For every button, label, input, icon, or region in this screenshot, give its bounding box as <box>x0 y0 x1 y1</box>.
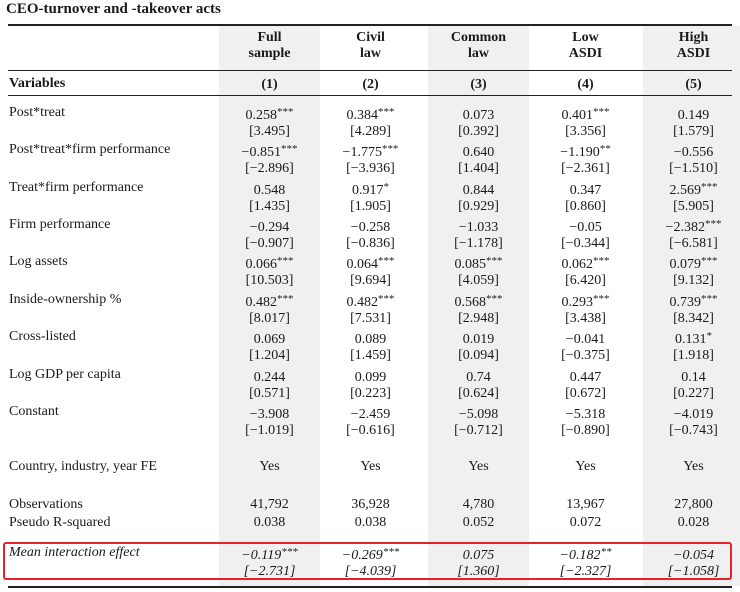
coefficient-cell <box>643 141 740 161</box>
coefficient-value: −3.908 <box>249 407 290 422</box>
significance-stars: *** <box>704 218 722 230</box>
significance-stars: *** <box>378 255 395 267</box>
top-rule <box>8 24 732 26</box>
coefficient-cell <box>535 403 636 423</box>
t-statistic-cell: [0.392] <box>458 124 499 139</box>
t-statistic-cell: [5.905] <box>673 199 714 214</box>
pseudo-r-squared-value: 0.072 <box>569 515 602 530</box>
coefficient-cell <box>320 216 421 236</box>
coefficient-value: 0.069 <box>253 332 286 347</box>
coefficient-cell <box>219 179 320 199</box>
significance-stars: *** <box>701 293 718 305</box>
coefficient-value: −0.269 <box>341 548 383 563</box>
variables-header: Variables <box>9 76 66 91</box>
significance-stars: * <box>706 330 712 342</box>
coefficient-cell <box>535 291 636 311</box>
t-statistic-cell: [0.094] <box>458 348 499 363</box>
coefficient-value: −0.851 <box>241 145 281 160</box>
coefficient-cell <box>535 179 636 199</box>
coefficient-value: 0.099 <box>354 370 387 385</box>
mean-interaction-highlight <box>3 542 732 580</box>
coefficient-value: 0.131 <box>675 332 707 347</box>
coefficient-value: 0.74 <box>466 370 491 385</box>
significance-stars: *** <box>280 143 298 155</box>
pseudo-r-squared-value: 0.038 <box>253 515 286 530</box>
coefficient-cell <box>428 403 529 423</box>
table-title: CEO-turnover and -takeover acts <box>6 1 221 17</box>
column-number: (2) <box>362 77 379 92</box>
coefficient-cell <box>643 216 740 236</box>
coefficient-value: −0.294 <box>249 220 290 235</box>
t-statistic-cell: [0.223] <box>350 386 391 401</box>
t-statistic-cell: [−2.327] <box>559 564 612 579</box>
observations-value: 13,967 <box>566 497 605 512</box>
coefficient-value: 0.293 <box>561 295 593 310</box>
observations-value: 27,800 <box>674 497 713 512</box>
fixed-effects-value: Yes <box>468 459 489 474</box>
fixed-effects-value: Yes <box>575 459 596 474</box>
coefficient-value: 0.384 <box>346 108 378 123</box>
t-statistic-cell: [1.204] <box>249 348 290 363</box>
t-statistic-cell: [−0.712] <box>454 423 503 438</box>
column-header-line1: High <box>678 30 709 45</box>
coefficient-cell <box>320 104 421 124</box>
coefficient-value: 2.569 <box>669 183 701 198</box>
t-statistic-cell: [3.438] <box>565 311 606 326</box>
significance-stars: *** <box>378 293 395 305</box>
coefficient-value: −5.098 <box>458 407 499 422</box>
coefficient-cell <box>428 216 529 236</box>
t-statistic-cell: [6.420] <box>565 273 606 288</box>
coefficient-value: 0.739 <box>669 295 701 310</box>
fixed-effects-label: Country, industry, year FE <box>9 459 157 474</box>
pseudo-r-squared-label: Pseudo R-squared <box>9 515 111 530</box>
significance-stars: *** <box>701 181 718 193</box>
t-statistic-cell: [−0.907] <box>245 236 294 251</box>
t-statistic-cell: [1.459] <box>350 348 391 363</box>
row-label: Firm performance <box>9 217 111 232</box>
pseudo-r-squared-value: 0.028 <box>677 515 710 530</box>
significance-stars: *** <box>701 255 718 267</box>
t-statistic-cell: [−0.344] <box>561 236 610 251</box>
t-statistic-cell: [−0.836] <box>346 236 395 251</box>
t-statistic-cell: [−1.019] <box>245 423 294 438</box>
coefficient-value: −0.054 <box>673 548 714 563</box>
bottom-rule <box>8 586 732 588</box>
coefficient-value: 0.14 <box>681 370 706 385</box>
t-statistic-cell: [1.905] <box>350 199 391 214</box>
coefficient-cell <box>535 253 636 273</box>
coefficient-value: 0.401 <box>561 108 593 123</box>
t-statistic-cell: [10.503] <box>245 273 294 288</box>
significance-stars: ** <box>599 143 611 155</box>
column-header-line2: law <box>360 46 381 61</box>
pseudo-r-squared-value: 0.038 <box>354 515 387 530</box>
coefficient-cell <box>643 403 740 423</box>
t-statistic-cell: [−0.890] <box>561 423 610 438</box>
coefficient-cell <box>535 328 636 348</box>
pseudo-r-squared-value: 0.052 <box>462 515 495 530</box>
coefficient-value: 0.347 <box>569 183 602 198</box>
t-statistic-cell: [1.360] <box>457 564 500 579</box>
coefficient-cell <box>320 328 421 348</box>
t-statistic-cell: [1.579] <box>673 124 714 139</box>
coefficient-cell <box>219 366 320 386</box>
t-statistic-cell: [−6.581] <box>669 236 718 251</box>
significance-stars: *** <box>277 293 294 305</box>
coefficient-cell <box>428 179 529 199</box>
coefficient-value: 0.073 <box>462 108 495 123</box>
t-statistic-cell: [0.227] <box>673 386 714 401</box>
significance-stars: *** <box>486 255 503 267</box>
column-header-line2: sample <box>248 46 291 61</box>
t-statistic-cell: [3.356] <box>565 124 606 139</box>
coefficient-value: −2.459 <box>350 407 391 422</box>
column-header-line1: Low <box>572 30 599 45</box>
coefficient-cell <box>219 253 320 273</box>
subheader-rule <box>8 95 732 96</box>
significance-stars: * <box>383 181 389 193</box>
column-header-line2: law <box>468 46 489 61</box>
coefficient-value: −0.119 <box>241 548 282 563</box>
column-number: (4) <box>577 77 594 92</box>
coefficient-cell <box>428 141 529 161</box>
mean-interaction-label: Mean interaction effect <box>9 545 140 560</box>
coefficient-cell <box>320 403 421 423</box>
coefficient-value: 0.258 <box>245 108 277 123</box>
coefficient-value: −5.318 <box>565 407 606 422</box>
coefficient-cell <box>428 366 529 386</box>
column-number: (1) <box>261 77 278 92</box>
observations-label: Observations <box>9 497 83 512</box>
coefficient-value: −0.556 <box>673 145 714 160</box>
column-number: (3) <box>470 77 487 92</box>
t-statistic-cell: [7.531] <box>350 311 391 326</box>
row-label: Log GDP per capita <box>9 367 121 382</box>
coefficient-value: −0.258 <box>350 220 391 235</box>
t-statistic-cell: [0.571] <box>249 386 290 401</box>
coefficient-value: −2.382 <box>665 220 705 235</box>
coefficient-value: 0.447 <box>569 370 602 385</box>
row-label: Treat*firm performance <box>9 180 144 195</box>
t-statistic-cell: [9.694] <box>350 273 391 288</box>
t-statistic-cell: [4.289] <box>350 124 391 139</box>
coefficient-cell <box>219 216 320 236</box>
coefficient-value: 0.244 <box>253 370 286 385</box>
t-statistic-cell: [−2.361] <box>561 161 610 176</box>
coefficient-cell <box>535 104 636 124</box>
coefficient-value: 0.019 <box>462 332 495 347</box>
significance-stars: *** <box>277 255 294 267</box>
significance-stars: *** <box>486 293 503 305</box>
coefficient-cell <box>320 366 421 386</box>
t-statistic-cell: [8.017] <box>249 311 290 326</box>
coefficient-cell <box>643 104 740 124</box>
t-statistic-cell: [8.342] <box>673 311 714 326</box>
t-statistic-cell: [−0.743] <box>669 423 718 438</box>
t-statistic-cell: [−1.510] <box>669 161 718 176</box>
coefficient-value: 0.066 <box>245 257 277 272</box>
coefficient-value: 0.482 <box>245 295 277 310</box>
t-statistic-cell: [0.929] <box>458 199 499 214</box>
coefficient-cell <box>320 179 421 199</box>
fixed-effects-value: Yes <box>259 459 280 474</box>
column-header-line1: Full <box>257 30 282 45</box>
t-statistic-cell: [1.918] <box>673 348 714 363</box>
coefficient-value: 0.064 <box>346 257 378 272</box>
coefficient-cell <box>219 403 320 423</box>
coefficient-cell <box>219 141 320 161</box>
coefficient-value: 0.085 <box>454 257 486 272</box>
significance-stars: *** <box>593 293 610 305</box>
significance-stars: *** <box>277 106 294 118</box>
coefficient-value: 0.482 <box>346 295 378 310</box>
coefficient-value: −1.190 <box>560 145 600 160</box>
coefficient-value: 0.079 <box>669 257 701 272</box>
coefficient-value: 0.568 <box>454 295 486 310</box>
coefficient-cell <box>428 253 529 273</box>
coefficient-value: −4.019 <box>673 407 714 422</box>
row-label: Log assets <box>9 254 68 269</box>
t-statistic-cell: [0.624] <box>458 386 499 401</box>
column-header-line2: ASDI <box>568 46 603 61</box>
t-statistic-cell: [−1.178] <box>454 236 503 251</box>
coefficient-cell <box>219 328 320 348</box>
coefficient-cell <box>428 104 529 124</box>
coefficient-cell <box>535 141 636 161</box>
t-statistic-cell: [2.948] <box>458 311 499 326</box>
significance-stars: ** <box>600 546 612 558</box>
coefficient-value: −1.775 <box>342 145 382 160</box>
coefficient-cell <box>643 253 740 273</box>
observations-value: 4,780 <box>462 497 495 512</box>
coefficient-cell <box>428 291 529 311</box>
t-statistic-cell: [−1.058] <box>667 564 720 579</box>
fixed-effects-value: Yes <box>360 459 381 474</box>
t-statistic-cell: [1.435] <box>249 199 290 214</box>
observations-value: 41,792 <box>250 497 289 512</box>
column-header-line1: Civil <box>356 30 385 45</box>
coefficient-value: 0.548 <box>253 183 286 198</box>
coefficient-value: −0.182 <box>559 548 601 563</box>
coefficient-value: 0.844 <box>462 183 495 198</box>
t-statistic-cell: [−0.375] <box>561 348 610 363</box>
t-statistic-cell: [0.672] <box>565 386 606 401</box>
t-statistic-cell: [−2.896] <box>245 161 294 176</box>
header-rule <box>8 70 732 71</box>
t-statistic-cell: [9.132] <box>673 273 714 288</box>
t-statistic-cell: [−2.731] <box>243 564 296 579</box>
significance-stars: *** <box>382 546 400 558</box>
t-statistic-cell: [−3.936] <box>346 161 395 176</box>
coefficient-cell <box>643 328 740 348</box>
t-statistic-cell: [3.495] <box>249 124 290 139</box>
coefficient-cell <box>643 366 740 386</box>
column-number: (5) <box>685 77 702 92</box>
coefficient-value: 0.089 <box>354 332 387 347</box>
row-label: Inside-ownership % <box>9 292 122 307</box>
coefficient-value: 0.062 <box>561 257 593 272</box>
significance-stars: *** <box>593 106 610 118</box>
significance-stars: *** <box>381 143 399 155</box>
coefficient-cell <box>643 179 740 199</box>
row-label: Post*treat <box>9 105 65 120</box>
t-statistic-cell: [4.059] <box>458 273 499 288</box>
observations-value: 36,928 <box>351 497 390 512</box>
coefficient-cell <box>643 291 740 311</box>
coefficient-cell <box>219 104 320 124</box>
coefficient-cell <box>320 291 421 311</box>
coefficient-cell <box>535 366 636 386</box>
significance-stars: *** <box>281 546 298 558</box>
coefficient-cell <box>320 253 421 273</box>
coefficient-cell <box>320 141 421 161</box>
coefficient-value: −0.041 <box>565 332 606 347</box>
coefficient-value: −1.033 <box>458 220 499 235</box>
row-label: Constant <box>9 404 59 419</box>
column-header-line2: ASDI <box>676 46 711 61</box>
coefficient-cell <box>428 328 529 348</box>
coefficient-cell <box>535 216 636 236</box>
coefficient-value: −0.05 <box>569 220 602 235</box>
row-label: Post*treat*firm performance <box>9 142 171 157</box>
coefficient-value: 0.640 <box>462 145 495 160</box>
coefficient-value: 0.917 <box>352 183 384 198</box>
t-statistic-cell: [0.860] <box>565 199 606 214</box>
coefficient-value: 0.149 <box>677 108 710 123</box>
t-statistic-cell: [−0.616] <box>346 423 395 438</box>
t-statistic-cell: [−4.039] <box>344 564 397 579</box>
row-label: Cross-listed <box>9 329 76 344</box>
t-statistic-cell: [1.404] <box>458 161 499 176</box>
column-header-line1: Common <box>450 30 507 45</box>
coefficient-cell <box>219 291 320 311</box>
significance-stars: *** <box>593 255 610 267</box>
coefficient-value: 0.075 <box>462 548 495 563</box>
significance-stars: *** <box>378 106 395 118</box>
fixed-effects-value: Yes <box>683 459 704 474</box>
